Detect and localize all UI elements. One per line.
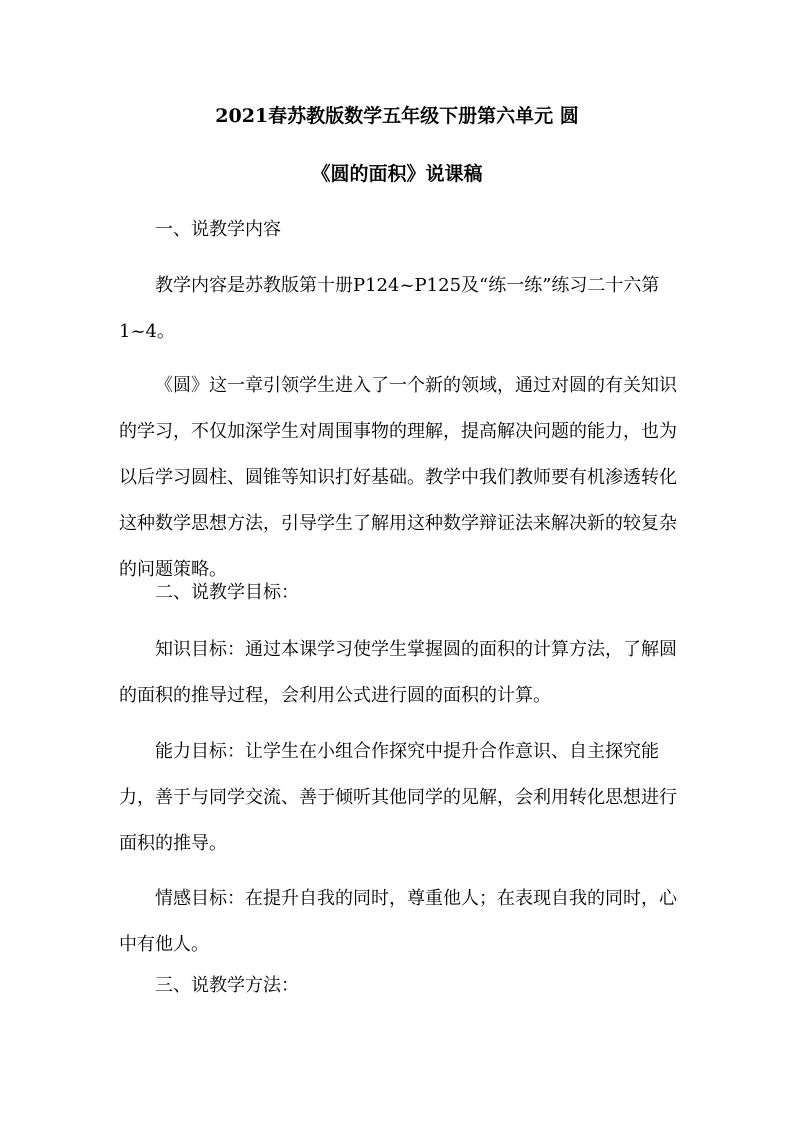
paragraph-emotion-objective: 情感目标：在提升自我的同时，尊重他人；在表现自我的同时，心中有他人。 [119,888,677,955]
document-title: 2021春苏教版数学五年级下册第六单元 圆 [215,105,579,127]
section-heading-objectives: 二、说教学目标： [155,582,299,603]
paragraph-knowledge-objective: 知识目标：通过本课学习使学生掌握圆的面积的计算方法，了解圆的面积的推导过程，会利用公式进行圆的面积的计算。 [119,639,677,706]
paragraph-content-scope: 教学内容是苏教版第十册P124~P125及“练一练”练习二十六第1~4。 [119,275,660,342]
document-subtitle: 《圆的面积》说课稿 [311,163,483,185]
paragraph-chapter-overview: 《圆》这一章引领学生进入了一个新的领域，通过对圆的有关知识的学习，不仅加深学生对周围事物的理解，提高解决问题的能力，也为以后学习圆柱、圆锥等知识打好基础。教学中我们教师要有机渗透转化这种数学思想方法，引导学生了解用这种数学辩证法来解决新的较复杂的问题策略。 [119,375,677,580]
paragraph-ability-objective: 能力目标：让学生在小组合作探究中提升合作意识、自主探究能力，善于与同学交流、善于倾听其他同学的见解，会利用转化思想进行面积的推导。 [119,741,677,854]
section-heading-methods: 三、说教学方法： [155,975,299,996]
section-heading-content: 一、说教学内容 [155,219,281,240]
